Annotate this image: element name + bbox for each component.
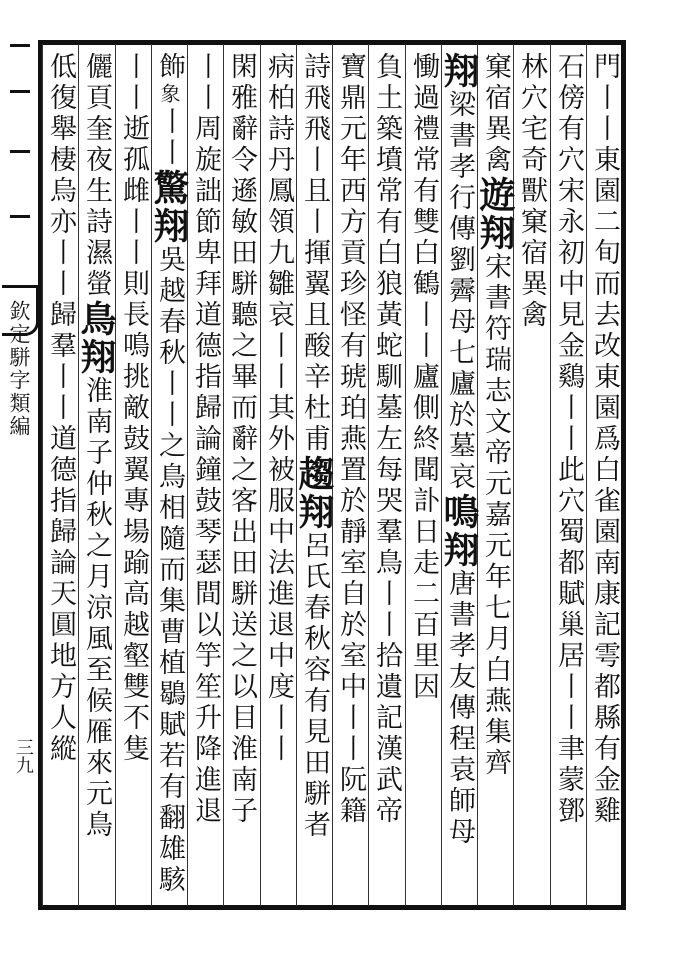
entry-text: 唐書孝友傳程袁師母	[444, 569, 475, 848]
entry-text: 呂氏春秋容有見田駢者	[299, 531, 330, 841]
page-margin	[0, 0, 38, 963]
entry-headword: 鳴翔	[438, 493, 480, 569]
entry-text: 逝孤雌丨丨則長鳴挑敵鼓翼專場踰高越壑雙不隻	[118, 114, 149, 765]
entry-text: 門丨丨東園二旬而去改東園爲白雀園南康記雩都縣有金雞	[589, 52, 620, 827]
entry-text: 梁書孝行傳劉霽母七廬於墓哀	[444, 90, 475, 493]
entry-text: 慟過禮常有雙白鶴丨丨廬側	[408, 52, 439, 424]
entry-text: 飾	[154, 52, 185, 83]
text-column	[38, 52, 82, 900]
page-number: 三九	[13, 738, 34, 774]
entry-text: 吳越春秋丨丨之鳥相隨而集曹植鶡賦若有翻雄駭	[154, 245, 185, 896]
entry-headword: 翔	[438, 52, 480, 90]
entry-text: 終聞訃日走二百里因	[408, 424, 439, 703]
entry-text: 窠宿異禽	[480, 52, 511, 176]
entry-headword: 遊翔	[474, 176, 516, 252]
entry-text: 歸羣丨丨道德指歸論天圓地方人縱	[45, 300, 76, 765]
entry-headword: 鳥翔	[75, 300, 117, 376]
entry-text: 寶鼎元年西方貢珍怪有琥珀燕置於靜室自於室中丨丨阮籍	[335, 52, 366, 827]
entry-text: 病柏詩丹鳳領九雛哀丨丨其外	[263, 52, 294, 455]
entry-text: 丨丨	[154, 107, 185, 169]
book-title: 欽定駢字類編	[7, 300, 31, 438]
entry-text: 窠宿異禽	[516, 207, 547, 331]
margin-tick-mark	[10, 215, 30, 218]
entry-text: 石傍有穴宋永初中見金鷄丨丨此穴蜀都賦巢居丨丨聿蒙鄧	[553, 52, 584, 827]
entry-text: 儷頁奎夜生詩濕螢	[81, 52, 112, 300]
margin-tick-mark	[10, 150, 30, 153]
entry-text: 被服中法進退中度丨丨	[263, 455, 294, 765]
entry-text: 詩飛飛丨且丨揮翼且酸辛杜甫	[299, 52, 330, 455]
entry-text: 淮南子仲秋之月涼風至候雁來元鳥	[81, 376, 112, 841]
entry-text: 林穴宅奇獸	[516, 52, 547, 207]
entry-text: 丨丨周旋詘節卑拜道德指歸論鐘鼓琴瑟間以竽笙升降進退	[190, 52, 221, 827]
margin-tick-mark	[10, 44, 30, 47]
entry-headword: 驚翔	[148, 169, 190, 245]
entry-headword: 趨翔	[293, 455, 335, 531]
small-annotation: 象	[157, 83, 181, 107]
entry-text: 宋書符瑞志文帝元嘉元年七月白燕集齊	[480, 252, 511, 779]
entry-text: 閑雅辭令遜敏田駢聽之畢而辭之客出田駢送之以目淮南子	[226, 52, 257, 827]
margin-tick-mark	[10, 90, 30, 93]
entry-text: 負土築墳常有白狼黃蛇馴墓左每哭羣鳥丨丨拾遺記漢武帝	[371, 52, 402, 827]
entry-text: 低復舉棲烏亦丨丨	[45, 52, 76, 300]
entry-text: 丨丨	[118, 52, 149, 114]
